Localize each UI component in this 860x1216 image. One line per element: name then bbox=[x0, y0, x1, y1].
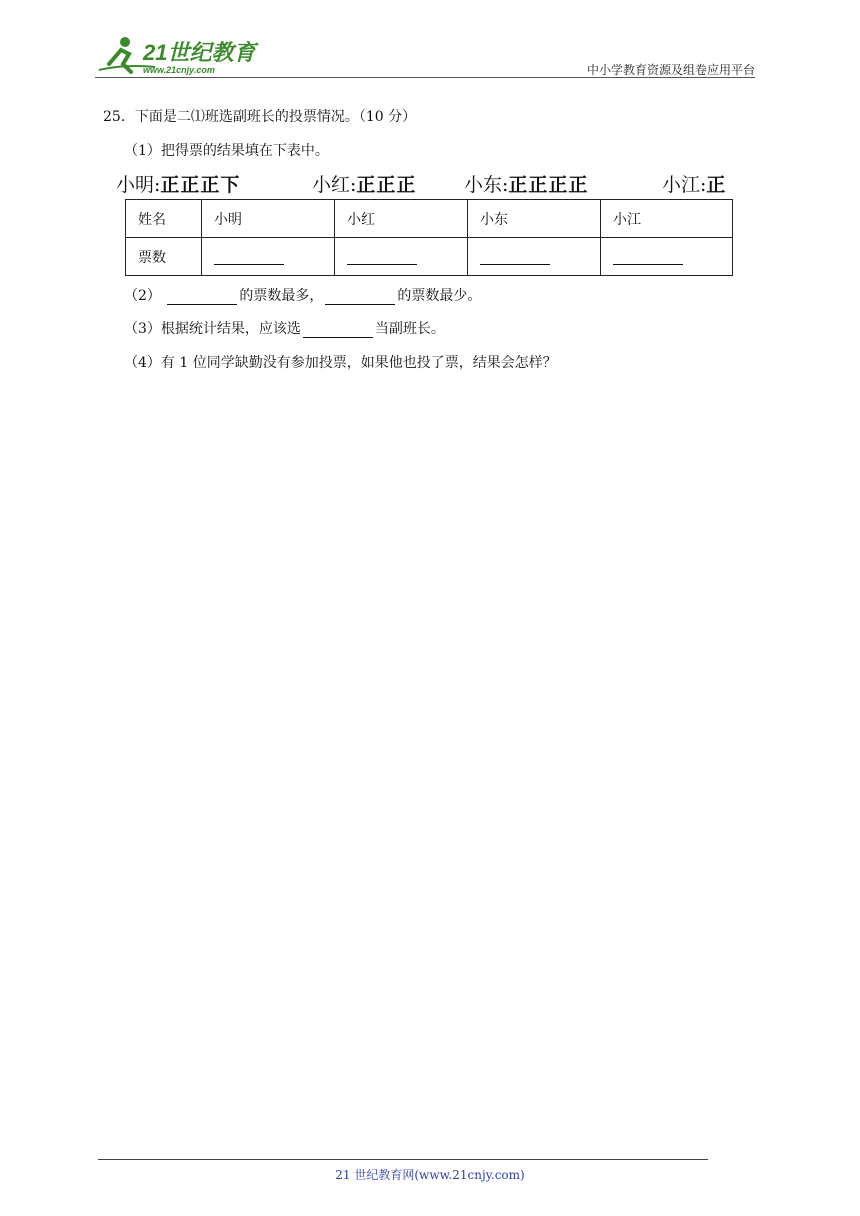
tally-marks: 正 bbox=[706, 174, 727, 196]
question-part-4: （4）有 1 位同学缺勤没有参加投票，如果他也投了票，结果会怎样？ bbox=[124, 355, 557, 371]
tally-separator: : bbox=[700, 174, 707, 196]
table-cell: 小江 bbox=[601, 200, 733, 238]
answer-blank[interactable] bbox=[480, 250, 550, 265]
answer-cell[interactable] bbox=[335, 238, 468, 276]
tally-row bbox=[116, 170, 736, 196]
logo-text: 21世纪教育 bbox=[143, 40, 256, 65]
answer-blank[interactable] bbox=[613, 250, 683, 265]
answer-blank[interactable] bbox=[347, 250, 417, 265]
table-cell: 小明 bbox=[202, 200, 335, 238]
vote-table bbox=[125, 199, 733, 276]
part2-mid: 的票数最多， bbox=[239, 288, 324, 304]
tally-separator: : bbox=[350, 174, 357, 196]
tally-xiaojiang bbox=[662, 170, 726, 197]
answer-blank[interactable] bbox=[303, 323, 373, 338]
logo-url: www.21cnjy.com bbox=[143, 65, 215, 75]
tally-name: 小明 bbox=[116, 174, 155, 196]
footer-text: 21 世纪教育网(www.21cnjy.com) bbox=[335, 1168, 525, 1182]
tally-separator: : bbox=[502, 174, 509, 196]
answer-cell[interactable] bbox=[202, 238, 335, 276]
table-header-votes: 票数 bbox=[126, 238, 202, 276]
part3-end: 当副班长。 bbox=[374, 321, 445, 337]
tally-separator: : bbox=[154, 174, 161, 196]
question-part-2 bbox=[124, 285, 481, 305]
table-cell: 小东 bbox=[468, 200, 601, 238]
question-part-1: （1）把得票的结果填在下表中。 bbox=[124, 143, 329, 159]
part3-prefix: （3）根据统计结果，应该选 bbox=[124, 321, 301, 337]
table-cell: 小红 bbox=[335, 200, 468, 238]
question-part-3 bbox=[124, 318, 445, 338]
tally-name: 小红 bbox=[312, 174, 351, 196]
footer-divider bbox=[98, 1159, 708, 1160]
answer-blank[interactable] bbox=[214, 250, 284, 265]
answer-blank[interactable] bbox=[167, 290, 237, 305]
tally-marks: 正正正下 bbox=[160, 174, 241, 196]
answer-cell[interactable] bbox=[601, 238, 733, 276]
table-row bbox=[126, 238, 733, 276]
tally-name: 小江 bbox=[662, 174, 701, 196]
header-divider bbox=[95, 77, 755, 78]
answer-blank[interactable] bbox=[325, 290, 395, 305]
tally-xiaodong bbox=[464, 170, 588, 197]
answer-cell[interactable] bbox=[468, 238, 601, 276]
part2-end: 的票数最少。 bbox=[397, 288, 482, 304]
table-row bbox=[126, 200, 733, 238]
question-title: 25．下面是二⑴班选副班长的投票情况。（10 分） bbox=[103, 109, 417, 125]
part2-prefix: （2） bbox=[124, 288, 161, 304]
tally-xiaoming bbox=[116, 170, 240, 197]
table-header-name: 姓名 bbox=[126, 200, 202, 238]
page-header bbox=[95, 34, 755, 79]
logo-21cnjy bbox=[95, 34, 270, 76]
tally-name: 小东 bbox=[464, 174, 503, 196]
header-platform-text: 中小学教育资源及组卷应用平台 bbox=[586, 63, 755, 77]
tally-marks: 正正正 bbox=[356, 174, 417, 196]
tally-xiaohong bbox=[312, 170, 416, 197]
tally-marks: 正正正正 bbox=[508, 174, 589, 196]
